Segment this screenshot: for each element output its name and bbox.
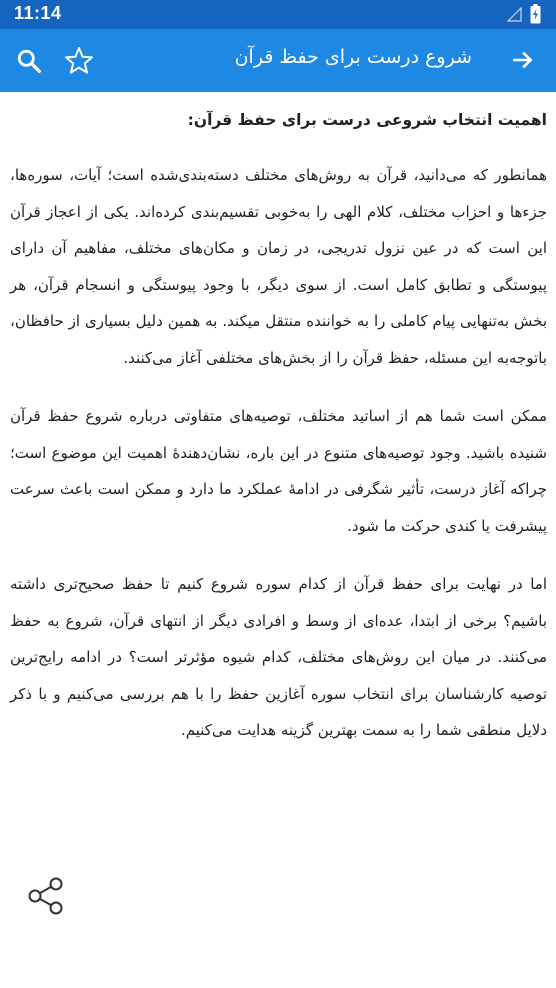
article-paragraph: اما در نهایت برای حفظ قرآن از کدام سوره شروع کنیم تا حفظ صحیح‌تری داشته باشیم؟ برخی از ابتدا، عده‌ای از وسط و افرادی دیگر از انتهای قرآن، شروع به حفظ می‌کنند. در میان این روش‌های مختلف، کدام شیوه مؤثرتر است؟ در ادامه رایج‌ترین توصیه کارشناسان برای انتخاب سوره آغازین حفظ را با هم بررسی می‌کنیم و با ذکر دلایل منطقی شما را به سمت بهترین گزینه هدایت می‌کنیم. <box>10 575 547 739</box>
battery-icon <box>530 4 541 24</box>
article-body <box>10 100 547 771</box>
status-bar <box>0 0 556 29</box>
app-bar <box>0 29 556 92</box>
status-time: 11:14 <box>14 3 62 23</box>
signal-icon <box>507 7 522 22</box>
article-heading: اهمیت انتخاب شروعی درست برای حفظ قرآن: <box>187 111 547 129</box>
article-paragraph: همانطور که می‌دانید، قرآن به روش‌های مختلف دسته‌بندی‌شده است؛ آیات، سوره‌ها، جزءها و احزاب مختلف، کلام الهی را به‌خوبی تقسیم‌بندی کرده‌اند. یکی از اعجاز قرآن این است که در عین نزول تدریجی، در زمان و مکان‌های مختلف، مفاهیم آن دارای پیوستگی و تطابق کامل است. از سوی دیگر، با وجود پیوستگی و انسجام قرآن، هر بخش به‌تنهایی پیام کاملی را به خواننده منتقل میکند. به همین دلیل بسیاری از حافظان، باتوجه‌به این مسئله، حفظ قرآن را از بخش‌های مختلفی آغاز می‌کنند. <box>10 166 547 367</box>
share-icon[interactable] <box>27 876 65 916</box>
page-title: شروع درست برای حفظ قرآن <box>234 46 472 68</box>
arrow-right-icon[interactable] <box>510 47 536 73</box>
star-outline-icon[interactable] <box>63 45 95 77</box>
article-paragraph: ممکن است شما هم از اساتید مختلف، توصیه‌های متفاوتی درباره شروع حفظ قرآن شنیده باشید. وجود توصیه‌های متنوع در این باره، نشان‌دهندهٔ اهمیت این موضوع است؛ چراکه آغاز درست، تأثیر شگرفی در ادامهٔ عملکرد ما دارد و ممکن است باعث سرعت پیشرفت یا کندی حرکت ما شود. <box>10 407 547 535</box>
search-icon[interactable] <box>16 48 42 74</box>
